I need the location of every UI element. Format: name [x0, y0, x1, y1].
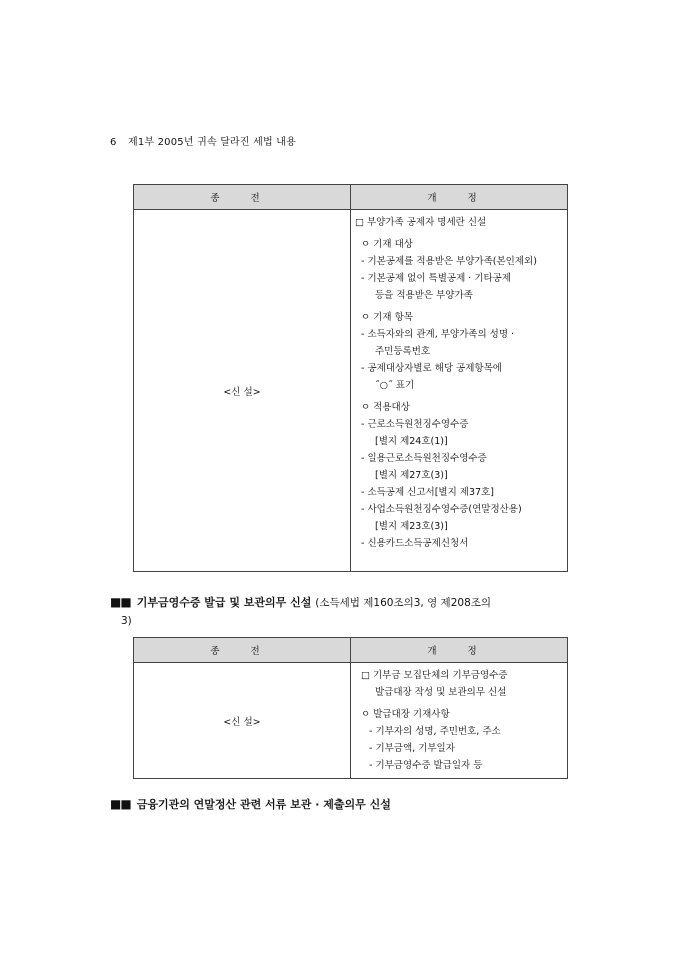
col-header-new: 개 정: [351, 185, 568, 210]
list-item: [별지 제27호(3)]: [375, 470, 448, 481]
list-item: - 소득공제 신고서[별지 제37호]: [361, 487, 494, 498]
section-reference-continued: 3): [121, 615, 132, 627]
table-row: [134, 210, 568, 572]
table-header-row: [134, 185, 568, 210]
section-heading-financial: [110, 796, 391, 812]
list-item: - 근로소득원천징수영수증: [361, 419, 469, 430]
col-header-old: 종 전: [134, 638, 351, 663]
list-item: ㅇ 기재 대상: [361, 239, 413, 250]
list-item: - 사업소득원천징수영수증(연말정산용): [361, 504, 522, 515]
old-cell: <신 설>: [134, 663, 351, 779]
page-number: 6: [110, 137, 117, 148]
part-title: 제1부 2005년 귀속 달라진 세법 내용: [127, 137, 296, 148]
table-header-row: [134, 638, 568, 663]
list-item: ㅇ 기재 항목: [361, 312, 413, 323]
list-item: [별지 제24호(1)]: [375, 436, 448, 447]
list-item: - 기부금액, 기부일자: [369, 743, 455, 754]
list-item: 주민등록번호: [375, 346, 431, 357]
page-header: [110, 133, 304, 148]
list-item: - 신용카드소득공제신청서: [361, 538, 469, 549]
list-item: - 일용근로소득원천징수영수증: [361, 453, 487, 464]
section-heading-donation: [110, 594, 491, 610]
list-item: - 기부금영수증 발급일자 등: [369, 760, 483, 771]
old-cell: <신 설>: [134, 210, 351, 572]
new-cell: [351, 663, 568, 779]
list-item: 등을 적용받은 부양가족: [375, 290, 473, 301]
comparison-table-1: [133, 184, 568, 572]
list-item: □ 기부금 모집단체의 기부금영수증: [361, 670, 508, 681]
list-item: 발급대장 작성 및 보관의무 신설: [375, 687, 507, 698]
list-item: [별지 제23호(3)]: [375, 521, 448, 532]
section-reference: (소득세법 제160조의3, 영 제208조의: [315, 597, 492, 609]
list-item: ˝○˝ 표기: [375, 380, 415, 391]
list-item: - 기본공제 없이 특별공제 · 기타공제: [361, 273, 512, 284]
list-item: - 공제대상자별로 해당 공제항목에: [361, 363, 502, 374]
section-bullet: ■■: [110, 595, 131, 609]
col-header-new: 개 정: [351, 638, 568, 663]
new-cell: [351, 210, 568, 572]
section-title: 금융기관의 연말정산 관련 서류 보관 · 제출의무 신설: [136, 798, 391, 811]
list-item: - 소득자와의 관계, 부양가족의 성명 ·: [361, 329, 515, 340]
list-item: ㅇ 적용대상: [361, 402, 410, 413]
col-header-old: 종 전: [134, 185, 351, 210]
section-bullet: ■■: [110, 797, 131, 811]
list-item: - 기부자의 성명, 주민번호, 주소: [369, 726, 501, 737]
list-item: ㅇ 발급대장 기재사항: [361, 709, 450, 720]
table-row: [134, 663, 568, 779]
list-item: □ 부양가족 공제자 명세란 신설: [355, 217, 487, 228]
comparison-table-2: [133, 637, 568, 779]
list-item: - 기본공제를 적용받은 부양가족(본인제외): [361, 256, 537, 267]
section-title: 기부금영수증 발급 및 보관의무 신설: [136, 596, 312, 609]
